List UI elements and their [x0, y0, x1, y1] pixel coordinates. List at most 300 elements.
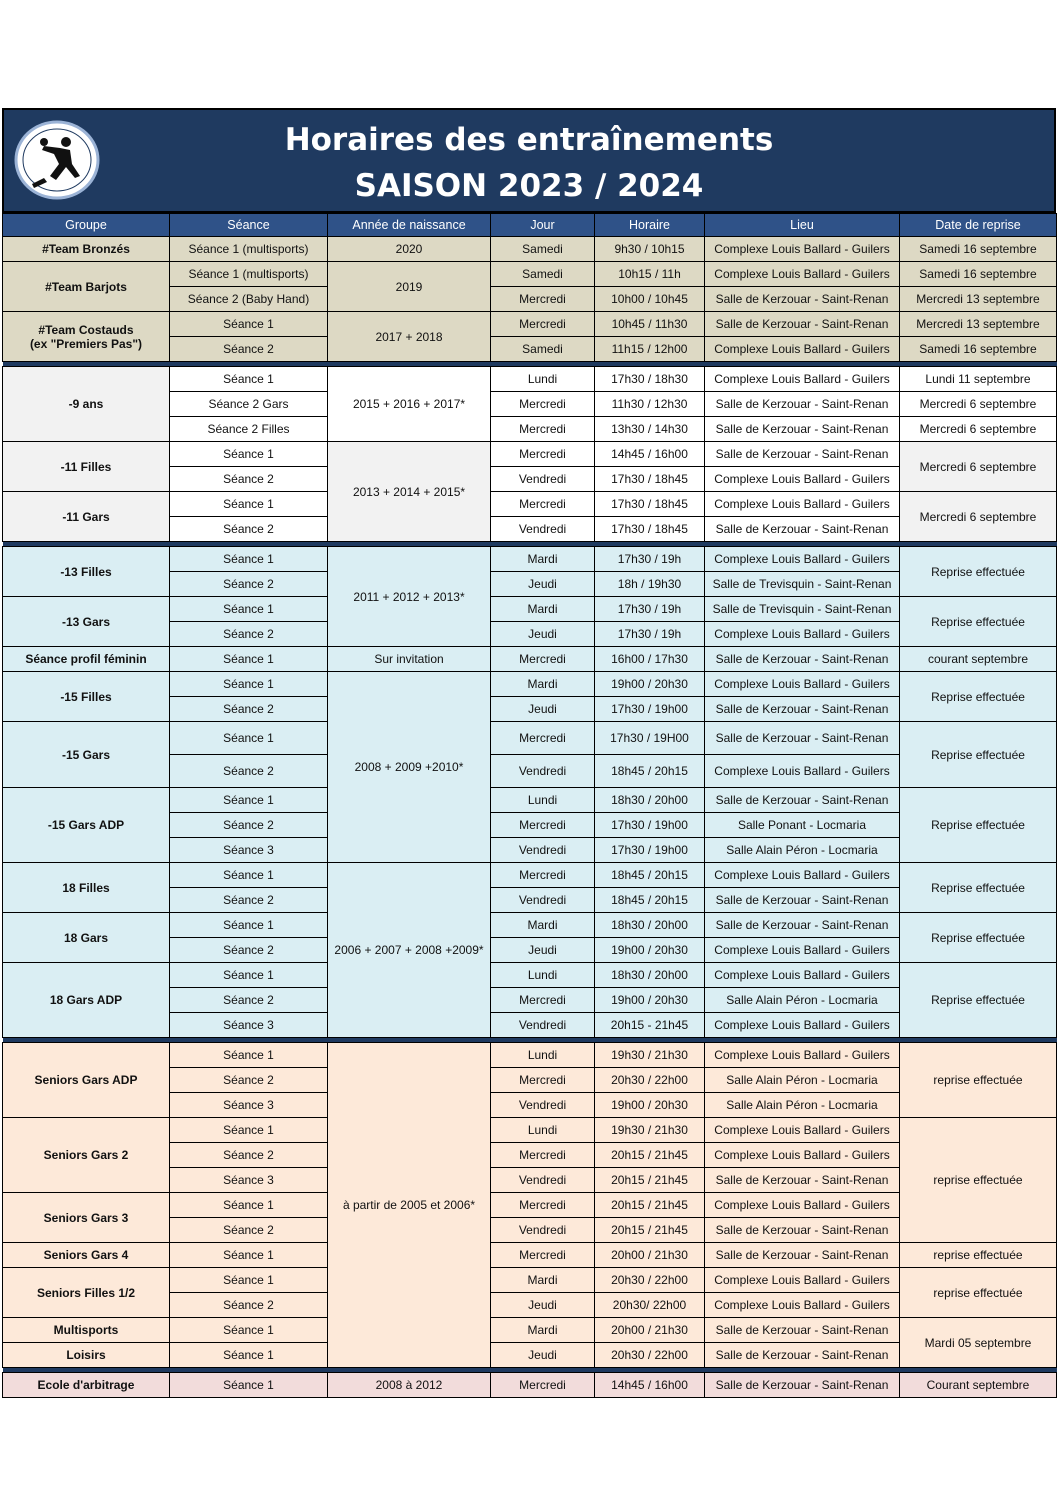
- table-cell: [491, 1293, 595, 1318]
- table-cell: [491, 367, 595, 392]
- cell-text: Séance profil féminin: [25, 652, 147, 666]
- table-cell: [705, 622, 900, 647]
- table-cell: [595, 572, 705, 597]
- table-cell: [705, 755, 900, 788]
- cell-text: reprise effectuée: [933, 1248, 1023, 1262]
- table-cell: [328, 262, 491, 312]
- cell-text: Mercredi: [519, 447, 566, 461]
- table-cell: [170, 697, 328, 722]
- table-cell: [491, 1043, 595, 1068]
- cell-text: Mardi 05 septembre: [924, 1335, 1032, 1350]
- cell-text: Complexe Louis Ballard - Guilers: [714, 372, 890, 386]
- cell-text: Séance 1: [223, 1123, 274, 1137]
- column-header: Date de reprise: [900, 214, 1057, 237]
- table-cell: [705, 1168, 900, 1193]
- table-cell: [595, 1068, 705, 1093]
- cell-text: Séance 1: [223, 918, 274, 932]
- table-cell: [170, 597, 328, 622]
- cell-text: Mercredi: [519, 652, 566, 666]
- table-cell: [705, 1093, 900, 1118]
- table-cell: [595, 1373, 705, 1398]
- cell-text: Salle de Kerzouar - Saint-Renan: [715, 522, 889, 536]
- cell-text: Salle Alain Péron - Locmaria: [726, 993, 878, 1007]
- table-cell: [595, 913, 705, 938]
- cell-text: Mercredi 13 septembre: [916, 292, 1040, 306]
- group-name: [3, 963, 170, 1038]
- table-cell: [705, 517, 900, 542]
- table-cell: [900, 597, 1057, 647]
- cell-text: #Team Bronzés: [42, 242, 130, 256]
- cell-text: 11h15 / 12h00: [611, 342, 688, 356]
- table-cell: [491, 1218, 595, 1243]
- cell-text: Salle de Kerzouar - Saint-Renan: [715, 292, 889, 306]
- table-cell: [705, 1318, 900, 1343]
- cell-text: Complexe Louis Ballard - Guilers: [714, 472, 890, 486]
- table-cell: [491, 467, 595, 492]
- cell-text: 17h30 / 19h00: [611, 818, 688, 832]
- table-cell: [491, 1243, 595, 1268]
- table-cell: [595, 467, 705, 492]
- cell-text: 19h00 / 20h30: [611, 943, 688, 957]
- table-cell: [705, 1193, 900, 1218]
- cell-text: -11 Gars: [62, 509, 110, 524]
- table-cell: [900, 1318, 1057, 1368]
- cell-text: Mercredi: [519, 1148, 566, 1162]
- cell-text: Salle de Kerzouar - Saint-Renan: [715, 1173, 889, 1187]
- cell-text: Séance 2 Gars: [208, 397, 289, 411]
- table-cell: [491, 938, 595, 963]
- cell-text: Multisports: [53, 1323, 119, 1337]
- cell-text: 2019: [395, 279, 423, 294]
- cell-text: Séance 3: [223, 1173, 274, 1187]
- cell-text: Salle de Kerzouar - Saint-Renan: [715, 652, 889, 666]
- cell-text: Courant septembre: [926, 1378, 1030, 1392]
- table-cell: [170, 1343, 328, 1368]
- column-header: Jour: [491, 214, 595, 237]
- cell-text: Mardi: [527, 1273, 558, 1287]
- cell-text: Seniors Gars 3: [43, 1210, 129, 1225]
- table-cell: [705, 913, 900, 938]
- cell-text: Seniors Gars 2: [43, 1148, 129, 1162]
- cell-text: Séance 2: [223, 342, 274, 356]
- table-cell: [595, 888, 705, 913]
- cell-text: Complexe Louis Ballard - Guilers: [714, 1198, 890, 1212]
- table-cell: [900, 788, 1057, 863]
- table-cell: [705, 697, 900, 722]
- table-cell: [328, 1043, 491, 1368]
- cell-text: Complexe Louis Ballard - Guilers: [714, 1273, 890, 1287]
- cell-text: Complexe Louis Ballard - Guilers: [714, 342, 890, 356]
- table-cell: [170, 547, 328, 572]
- cell-text: 18 Filles: [62, 880, 110, 895]
- cell-text: #Team Costauds: [38, 322, 134, 337]
- cell-text: 2020: [395, 242, 423, 256]
- table-cell: [170, 1068, 328, 1093]
- cell-text: 10h45 / 11h30: [611, 317, 688, 331]
- cell-text: Reprise effectuée: [931, 689, 1025, 704]
- cell-text: 18h30 / 20h00: [611, 918, 688, 932]
- table-cell: [705, 863, 900, 888]
- cell-text: Séance 1: [223, 652, 274, 666]
- table-cell: [491, 572, 595, 597]
- cell-text: -13 Filles: [60, 564, 112, 579]
- table-cell: [491, 1373, 595, 1398]
- cell-text: 18h30 / 20h00: [611, 968, 688, 982]
- cell-text: 20h15 - 21h45: [610, 1018, 689, 1032]
- cell-text: Complexe Louis Ballard - Guilers: [714, 627, 890, 641]
- table-cell: [900, 963, 1057, 1038]
- table-cell: [491, 788, 595, 813]
- table-cell: [705, 1068, 900, 1093]
- cell-text: 17h30 / 18h45: [611, 472, 688, 486]
- cell-text: Mardi: [527, 1323, 558, 1337]
- cell-text: Vendredi: [518, 472, 567, 486]
- cell-text: Séance 2: [223, 1073, 274, 1087]
- table-cell: [170, 1243, 328, 1268]
- cell-text: Mercredi 6 septembre: [919, 509, 1037, 524]
- table-cell: [900, 262, 1057, 287]
- cell-text: Complexe Louis Ballard - Guilers: [714, 677, 890, 691]
- cell-text: 14h45 / 16h00: [611, 1378, 688, 1392]
- table-cell: [170, 813, 328, 838]
- cell-text: 20h15 / 21h45: [611, 1198, 688, 1212]
- cell-text: Séance 3: [223, 1098, 274, 1112]
- cell-text: Mercredi: [519, 397, 566, 411]
- column-header: Année de naissance: [328, 214, 491, 237]
- group-name: [3, 1373, 170, 1398]
- table-cell: [705, 492, 900, 517]
- cell-text: Mercredi 13 septembre: [916, 317, 1040, 331]
- table-cell: [170, 938, 328, 963]
- cell-text: 17h30 / 18h45: [611, 497, 688, 511]
- cell-text: Séance 1: [223, 1348, 274, 1362]
- group-name: [3, 597, 170, 647]
- cell-text: 2017 + 2018: [375, 329, 443, 344]
- page-title: Horaires des entraînements: [284, 122, 774, 158]
- table-cell: [900, 337, 1057, 362]
- table-cell: [170, 467, 328, 492]
- table-cell: [491, 1068, 595, 1093]
- cell-text: Vendredi: [518, 1223, 567, 1237]
- table-row: [3, 1318, 1057, 1343]
- cell-text: Seniors Filles 1/2: [36, 1285, 136, 1300]
- table-cell: [595, 1118, 705, 1143]
- cell-text: Séance 2: [223, 893, 274, 907]
- table-cell: [491, 547, 595, 572]
- cell-text: Salle de Kerzouar - Saint-Renan: [715, 918, 889, 932]
- cell-text: 17h30 / 19h: [617, 627, 682, 641]
- group-name: [3, 237, 170, 262]
- table-cell: [705, 1118, 900, 1143]
- cell-text: Séance 1: [223, 1248, 274, 1262]
- table-cell: [170, 888, 328, 913]
- table-cell: [705, 417, 900, 442]
- table-row: [3, 492, 1057, 517]
- cell-text: Séance 1: [223, 1273, 274, 1287]
- table-cell: [900, 367, 1057, 392]
- cell-text: Complexe Louis Ballard - Guilers: [714, 242, 890, 256]
- table-cell: [705, 572, 900, 597]
- table-cell: [595, 1243, 705, 1268]
- table-row: [3, 1373, 1057, 1398]
- cell-text: 2013 + 2014 + 2015*: [352, 484, 466, 499]
- cell-text: reprise effectuée: [933, 1285, 1023, 1300]
- table-cell: [491, 1118, 595, 1143]
- table-row: [3, 788, 1057, 813]
- table-row: [3, 647, 1057, 672]
- cell-text: Séance 2: [223, 1148, 274, 1162]
- cell-text: Salle de Kerzouar - Saint-Renan: [715, 1323, 889, 1337]
- table-cell: [491, 1168, 595, 1193]
- group-name: [3, 1243, 170, 1268]
- cell-text: Lundi: [527, 1123, 558, 1137]
- cell-text: Samedi 16 septembre: [919, 342, 1037, 356]
- table-row: [3, 367, 1057, 392]
- cell-text: Séance 2: [223, 818, 274, 832]
- table-cell: [705, 1013, 900, 1038]
- table-cell: [491, 622, 595, 647]
- cell-text: 18 Gars ADP: [49, 993, 123, 1007]
- table-cell: [170, 287, 328, 312]
- cell-text: Séance 3: [223, 843, 274, 857]
- table-cell: [595, 1013, 705, 1038]
- table-cell: [705, 1293, 900, 1318]
- table-cell: [595, 492, 705, 517]
- group-name: [3, 1193, 170, 1243]
- table-cell: [170, 392, 328, 417]
- cell-text: Séance 1: [223, 868, 274, 882]
- table-cell: [491, 888, 595, 913]
- cell-text: Seniors Gars ADP: [34, 1073, 138, 1087]
- table-cell: [595, 722, 705, 755]
- table-cell: [705, 392, 900, 417]
- table-cell: [328, 1373, 491, 1398]
- table-cell: [595, 442, 705, 467]
- cell-text: Salle de Kerzouar - Saint-Renan: [715, 1348, 889, 1362]
- table-row: [3, 312, 1057, 337]
- cell-text: Jeudi: [528, 943, 557, 957]
- table-cell: [595, 1093, 705, 1118]
- cell-text: 17h30 / 19h00: [611, 843, 688, 857]
- cell-text: Salle de Kerzouar - Saint-Renan: [715, 447, 889, 461]
- table-cell: [328, 367, 491, 442]
- cell-text: 20h30 / 22h00: [611, 1073, 688, 1087]
- group-name: [3, 547, 170, 597]
- table-cell: [170, 788, 328, 813]
- table-cell: [595, 417, 705, 442]
- group-name: [3, 1318, 170, 1343]
- table-cell: [705, 1243, 900, 1268]
- table-cell: [705, 547, 900, 572]
- cell-text: Séance 1 (multisports): [188, 242, 309, 256]
- group-name: [3, 1043, 170, 1118]
- table-cell: [900, 287, 1057, 312]
- cell-text: Séance 2: [223, 1298, 274, 1312]
- schedule-table: [2, 213, 1057, 1398]
- cell-text: Salle de Kerzouar - Saint-Renan: [715, 422, 889, 436]
- cell-text: Salle de Kerzouar - Saint-Renan: [715, 731, 889, 745]
- cell-text: -15 Gars: [61, 747, 111, 762]
- cell-text: 10h00 / 10h45: [611, 292, 688, 306]
- cell-text: Salle de Trevisquin - Saint-Renan: [712, 602, 892, 616]
- cell-text: 18h / 19h30: [617, 577, 682, 591]
- table-cell: [491, 312, 595, 337]
- cell-text: 2008 + 2009 +2010*: [354, 760, 464, 774]
- table-cell: [328, 863, 491, 1038]
- table-cell: [491, 672, 595, 697]
- table-cell: [170, 755, 328, 788]
- table-cell: [705, 647, 900, 672]
- cell-text: courant septembre: [927, 652, 1029, 666]
- table-cell: [170, 492, 328, 517]
- table-cell: [595, 1218, 705, 1243]
- cell-text: Séance 2 Filles: [207, 422, 290, 436]
- table-cell: [595, 988, 705, 1013]
- table-cell: [705, 838, 900, 863]
- table-cell: [595, 337, 705, 362]
- cell-text: 2008 à 2012: [375, 1378, 443, 1392]
- group-name: [3, 1118, 170, 1193]
- table-cell: [491, 1013, 595, 1038]
- cell-text: Séance 2: [223, 1223, 274, 1237]
- cell-text: 17h30 / 19H00: [610, 731, 689, 745]
- cell-text: Samedi: [522, 342, 563, 356]
- table-row: [3, 963, 1057, 988]
- table-cell: [705, 672, 900, 697]
- table-cell: [170, 1373, 328, 1398]
- cell-text: 20h30/ 22h00: [612, 1298, 687, 1312]
- cell-text: Séance 1: [223, 1048, 274, 1062]
- cell-text: 2011 + 2012 + 2013*: [353, 589, 465, 604]
- cell-text: 18h45 / 20h15: [611, 764, 688, 778]
- table-row: [3, 442, 1057, 467]
- cell-text: Salle de Kerzouar - Saint-Renan: [715, 1248, 889, 1262]
- cell-text: Samedi: [522, 267, 563, 281]
- group-name: [3, 863, 170, 913]
- cell-text: Séance 1: [223, 602, 274, 616]
- cell-text: Vendredi: [518, 764, 567, 778]
- cell-text: Salle de Kerzouar - Saint-Renan: [715, 1223, 889, 1237]
- cell-text: 18h45 / 20h15: [611, 868, 688, 882]
- group-name: [3, 262, 170, 312]
- cell-text: Complexe Louis Ballard - Guilers: [714, 1298, 890, 1312]
- table-cell: [170, 963, 328, 988]
- cell-text: -15 Gars ADP: [47, 818, 125, 832]
- cell-text: Loisirs: [66, 1348, 106, 1362]
- table-row: [3, 262, 1057, 287]
- cell-text: Seniors Gars 4: [43, 1248, 129, 1262]
- table-cell: [595, 1143, 705, 1168]
- cell-text: Reprise effectuée: [931, 993, 1025, 1007]
- cell-text: 20h00 / 21h30: [611, 1323, 688, 1337]
- table-cell: [900, 312, 1057, 337]
- table-cell: [595, 863, 705, 888]
- cell-text: 18h45 / 20h15: [611, 893, 688, 907]
- cell-text: Reprise effectuée: [931, 614, 1025, 629]
- cell-text: Complexe Louis Ballard - Guilers: [714, 552, 890, 566]
- cell-text: Mercredi: [519, 993, 566, 1007]
- table-row: [3, 1043, 1057, 1068]
- group-name: [3, 367, 170, 442]
- table-row: [3, 1268, 1057, 1293]
- table-cell: [170, 1268, 328, 1293]
- cell-text: Mardi: [527, 677, 558, 691]
- table-cell: [705, 1373, 900, 1398]
- table-row: [3, 1193, 1057, 1218]
- table-cell: [595, 1168, 705, 1193]
- cell-text: 17h30 / 19h: [617, 602, 682, 616]
- cell-text: 18h30 / 20h00: [611, 793, 688, 807]
- table-cell: [170, 312, 328, 337]
- table-cell: [705, 442, 900, 467]
- cell-text: Sur invitation: [374, 652, 444, 666]
- table-cell: [705, 1143, 900, 1168]
- table-cell: [595, 1193, 705, 1218]
- cell-text: -15 Filles: [60, 689, 112, 704]
- cell-text: Séance 1: [223, 372, 274, 386]
- group-name: [3, 442, 170, 492]
- table-cell: [491, 492, 595, 517]
- cell-text: Complexe Louis Ballard - Guilers: [714, 1123, 890, 1137]
- cell-text: Reprise effectuée: [931, 564, 1025, 579]
- cell-text: Mercredi: [519, 1198, 566, 1212]
- cell-text: Salle de Kerzouar - Saint-Renan: [715, 793, 889, 807]
- cell-text: Lundi: [527, 372, 558, 386]
- table-cell: [491, 597, 595, 622]
- cell-text: 20h30 / 22h00: [611, 1273, 688, 1287]
- table-cell: [170, 1318, 328, 1343]
- table-cell: [170, 1013, 328, 1038]
- cell-text: Mardi: [527, 918, 558, 932]
- table-cell: [705, 367, 900, 392]
- table-cell: [170, 988, 328, 1013]
- cell-text: 14h45 / 16h00: [611, 447, 688, 461]
- table-cell: [595, 622, 705, 647]
- table-cell: [491, 863, 595, 888]
- cell-text: Complexe Louis Ballard - Guilers: [714, 764, 890, 778]
- table-cell: [595, 755, 705, 788]
- table-cell: [595, 1343, 705, 1368]
- table-cell: [170, 838, 328, 863]
- table-cell: [595, 287, 705, 312]
- table-cell: [491, 988, 595, 1013]
- cell-text: Séance 1: [223, 1378, 274, 1392]
- cell-text: Samedi 16 septembre: [919, 242, 1037, 256]
- cell-text: Complexe Louis Ballard - Guilers: [714, 968, 890, 982]
- table-cell: [900, 647, 1057, 672]
- table-cell: [170, 1118, 328, 1143]
- table-cell: [170, 367, 328, 392]
- table-cell: [900, 392, 1057, 417]
- cell-text: 20h15 / 21h45: [611, 1148, 688, 1162]
- cell-text: Reprise effectuée: [931, 930, 1025, 945]
- cell-text: Vendredi: [518, 843, 567, 857]
- table-cell: [705, 1343, 900, 1368]
- cell-text: Complexe Louis Ballard - Guilers: [714, 868, 890, 882]
- cell-text: 2006 + 2007 + 2008 +2009*: [334, 943, 484, 957]
- table-cell: [491, 647, 595, 672]
- table-cell: [491, 755, 595, 788]
- table-cell: [900, 913, 1057, 963]
- table-row: [3, 722, 1057, 755]
- cell-text: Séance 1: [223, 968, 274, 982]
- cell-text: Mercredi: [519, 868, 566, 882]
- cell-text: reprise effectuée: [933, 1073, 1023, 1087]
- table-cell: [900, 237, 1057, 262]
- table-cell: [170, 1293, 328, 1318]
- table-cell: [170, 1168, 328, 1193]
- table-cell: [170, 1093, 328, 1118]
